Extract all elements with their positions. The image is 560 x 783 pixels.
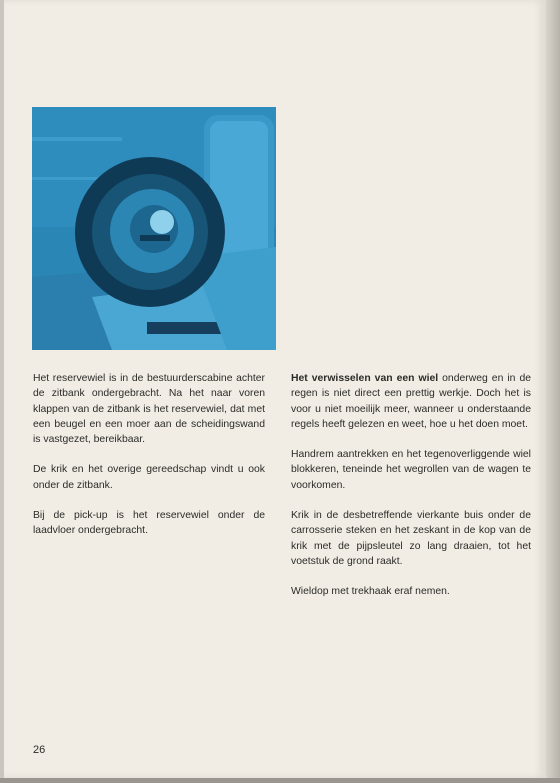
left-text-column: [33, 371, 265, 554]
page-number: 26: [33, 744, 46, 756]
paragraph: Krik in de desbetreffende vierkante buis onder de carrosserie steken en het zeskant in de kop van de krik met de pijpsleutel zo lang draaien, tot het voetstuk de grond raakt.: [291, 510, 531, 567]
page-bottom-edge: [0, 778, 560, 783]
paragraph: Het reservewiel is in de bestuurderscabine achter de zitbank ondergebracht. Na het naar voren klappen van de zitbank is het reservewiel, dat met een beugel en een moer aan de scheidingswand is vastgezet, bereikbaar.: [33, 373, 265, 446]
paragraph: Handrem aantrekken en het tegenoverliggende wiel blokkeren, teneinde het wegrollen van de wagen te voorkomen.: [291, 449, 531, 491]
intro-paragraph: [291, 371, 531, 432]
paragraph: Bij de pick-up is het reservewiel onder de laadvloer ondergebracht.: [33, 510, 265, 537]
paragraph: Wieldop met trekhaak eraf nemen.: [291, 586, 450, 598]
paragraph: De krik en het overige gereedschap vindt u ook onder de zitbank.: [33, 464, 265, 491]
intro-text: onderweg en in de regen is niet direct een prettig werkje. Doch het is voor u niet moeilijk meer, wanneer u onderstaande regels heeft gelezen en weet, hoe u het doen moet.: [291, 373, 532, 430]
spare-wheel-photo: [32, 107, 276, 350]
section-heading: Het verwisselen van een wiel: [291, 373, 439, 384]
page-edge: [546, 0, 560, 783]
right-text-column: [291, 371, 531, 615]
